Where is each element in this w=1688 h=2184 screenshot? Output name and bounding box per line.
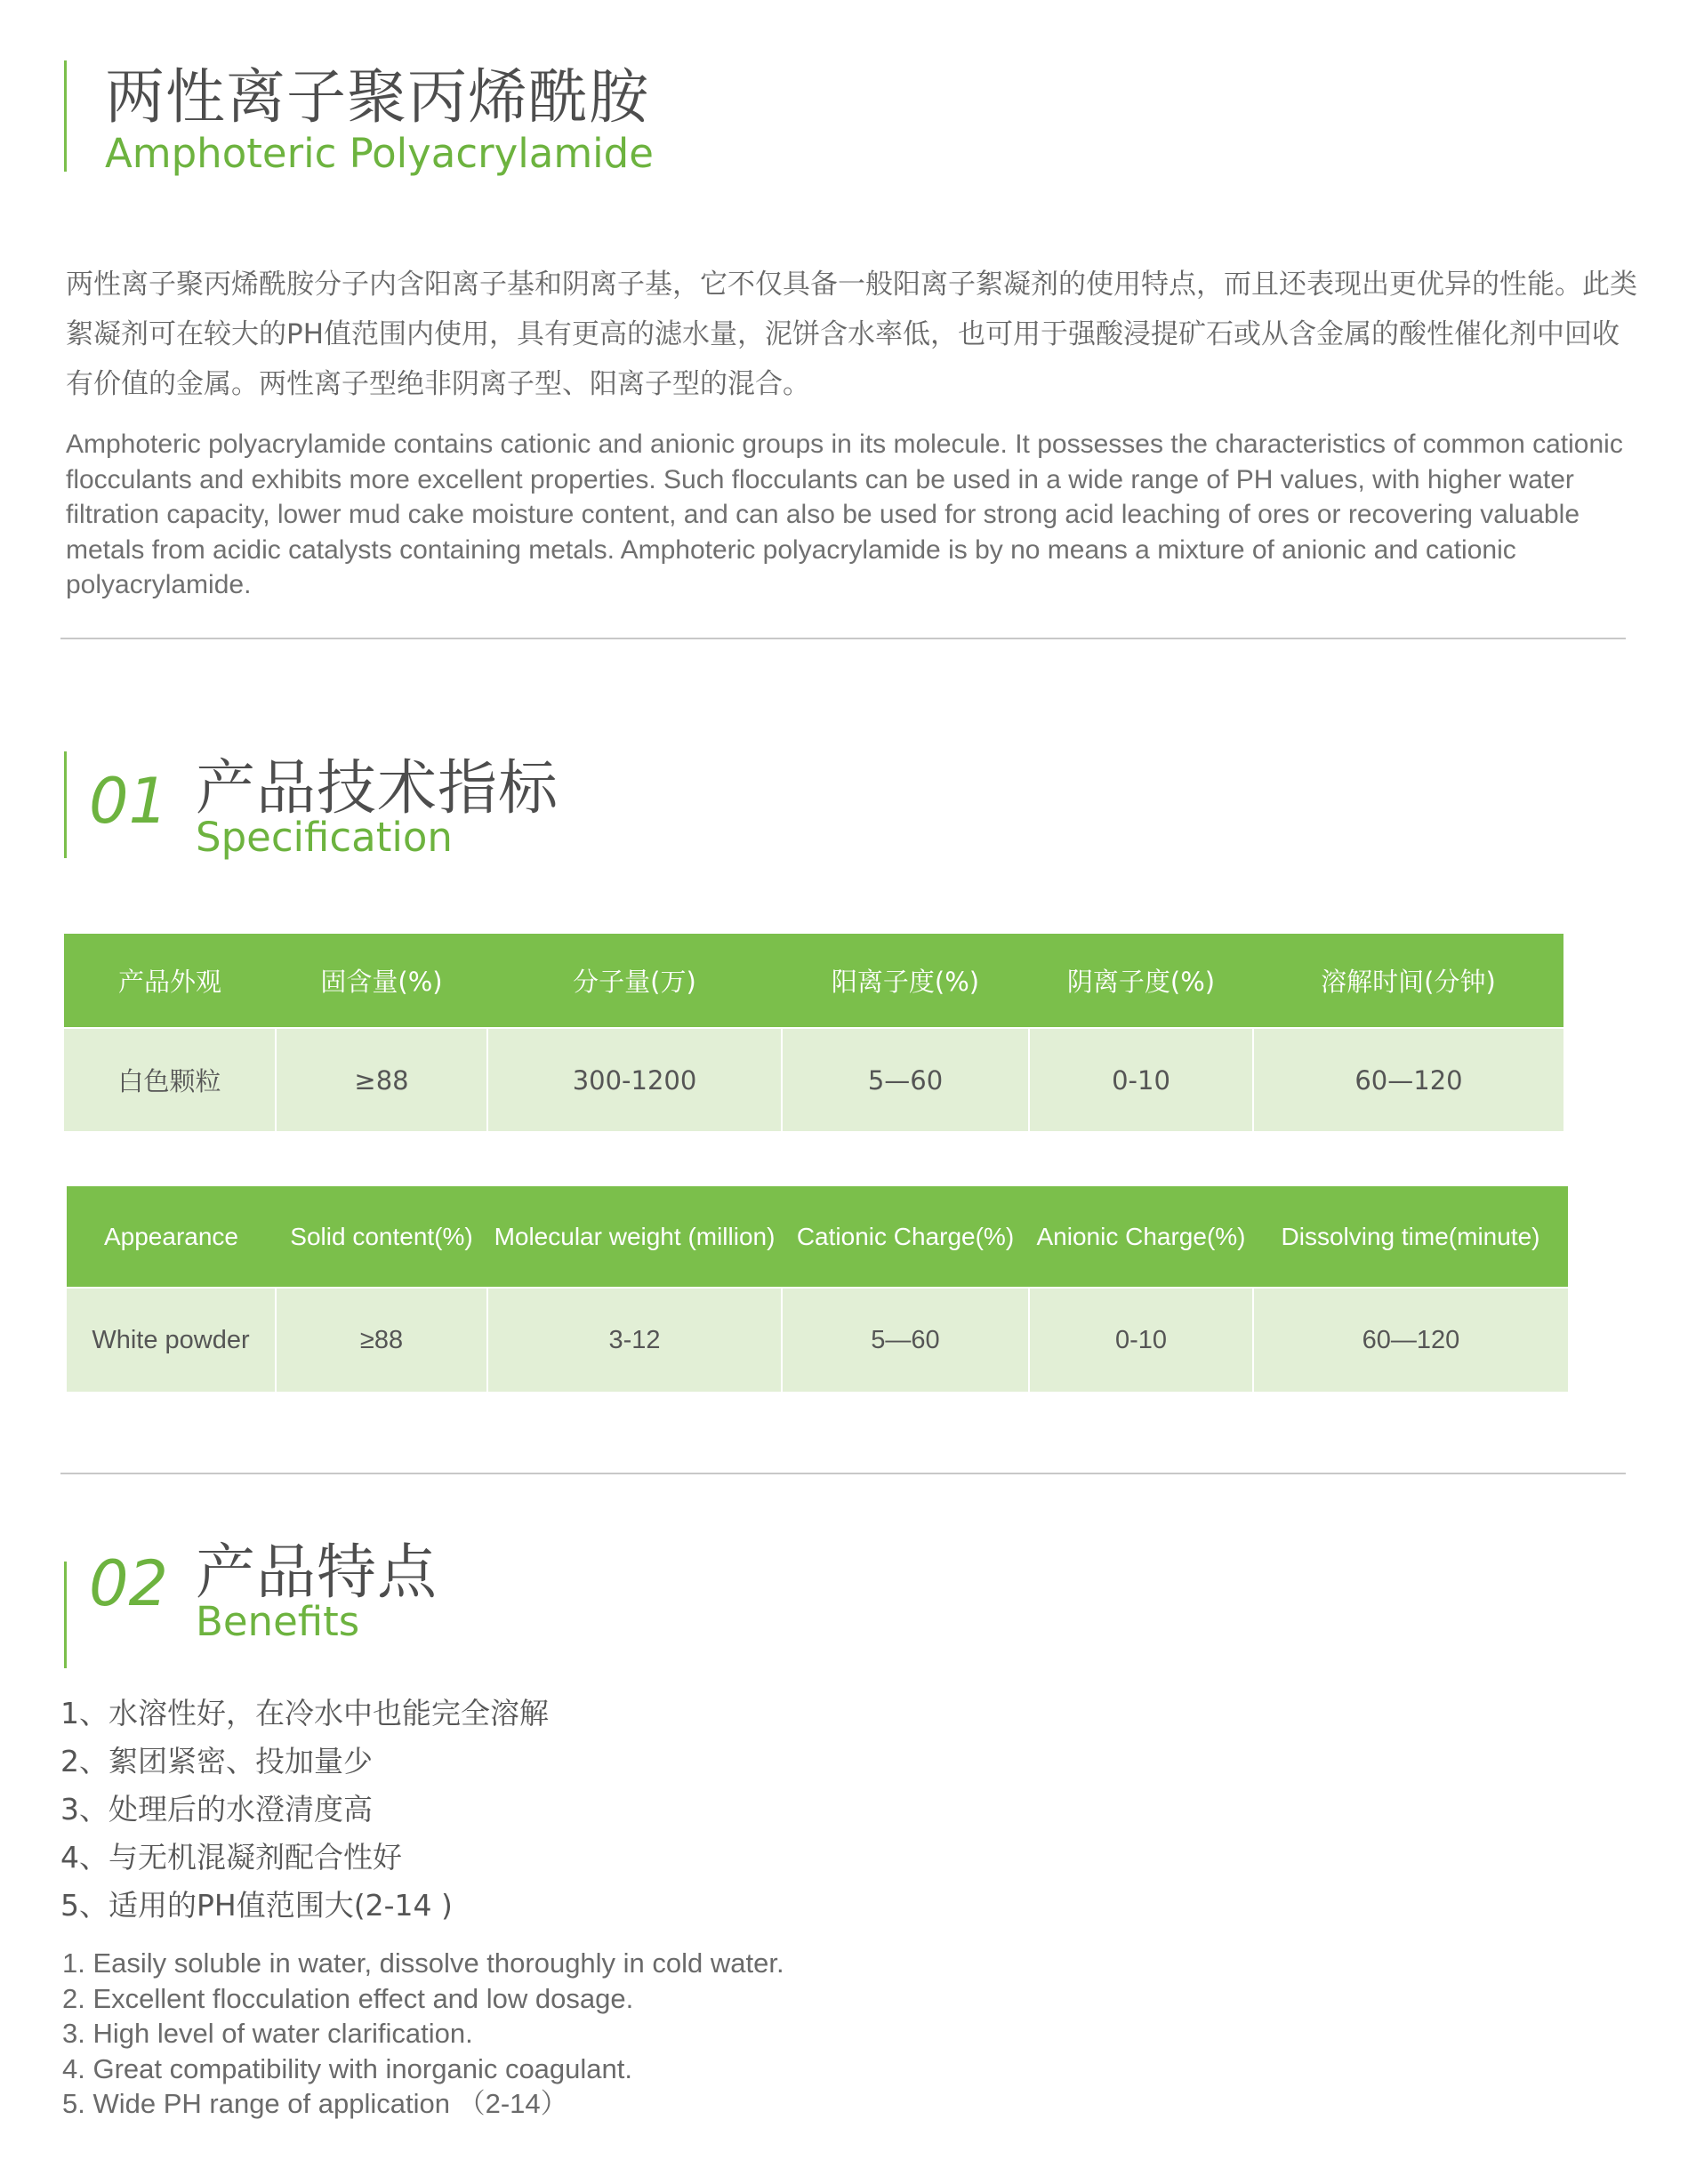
section1-number: 01 [89, 765, 169, 838]
list-item: 2. Excellent flocculation effect and low dosage. [62, 1982, 634, 2014]
section1-accent-bar [64, 751, 67, 858]
divider-1 [60, 638, 1626, 639]
table-cell: ≥88 [276, 1288, 487, 1392]
table-cell: ≥88 [276, 1028, 487, 1131]
section2-title-en: Benefits [196, 1598, 360, 1645]
header-cell: 固含量(%) [276, 934, 487, 1028]
spec-table-cn-header-row [64, 934, 1563, 1028]
list-item: 1、水溶性好，在冷水中也能完全溶解 [60, 1696, 549, 1730]
list-item: 2、絮团紧密、投加量少 [60, 1744, 373, 1779]
section1-title-en: Specification [196, 814, 453, 861]
table-cell: White powder [67, 1288, 276, 1392]
benefits-list-en [62, 1946, 784, 2122]
table-row [64, 1028, 1563, 1131]
table-cell: 白色颗粒 [64, 1028, 276, 1131]
header-cell: 分子量(万) [487, 934, 782, 1028]
table-cell: 60—120 [1253, 1028, 1563, 1131]
page-title-cn: 两性离子聚丙烯酰胺 [105, 62, 649, 132]
header-cell: 产品外观 [64, 934, 276, 1028]
list-item: 5. Wide PH range of application （2-14） [62, 2088, 568, 2119]
table-cell: 60—120 [1253, 1288, 1568, 1392]
table-cell: 3-12 [487, 1288, 782, 1392]
table-row [67, 1288, 1568, 1392]
list-item: 1. Easily soluble in water, dissolve thoroughly in cold water. [62, 1947, 784, 1979]
header-cell: 阳离子度(%) [782, 934, 1029, 1028]
section2-accent-bar [64, 1562, 67, 1668]
table-cell: 5—60 [782, 1288, 1029, 1392]
list-item: 4、与无机混凝剂配合性好 [60, 1840, 402, 1875]
header-cell: Cationic Charge(%) [782, 1186, 1029, 1288]
header-cell: 阴离子度(%) [1029, 934, 1253, 1028]
table-cell: 300-1200 [487, 1028, 782, 1131]
table-cell: 0-10 [1029, 1288, 1253, 1392]
header-accent-bar [64, 60, 67, 172]
page-title-en: Amphoteric Polyacrylamide [105, 130, 654, 177]
list-item: 3、处理后的水澄清度高 [60, 1792, 373, 1827]
section1-title-cn: 产品技术指标 [196, 753, 559, 823]
spec-table-en [67, 1186, 1568, 1392]
header-cell: Molecular weight (million) [487, 1186, 782, 1288]
list-item: 5、适用的PH值范围大(2-14 ) [60, 1888, 453, 1923]
spec-table-en-header-row [67, 1186, 1568, 1288]
header-cell: Appearance [67, 1186, 276, 1288]
list-item: 3. High level of water clarification. [62, 2018, 473, 2049]
header-cell: Dissolving time(minute) [1253, 1186, 1568, 1288]
spec-table-cn [64, 934, 1563, 1131]
header-cell: 溶解时间(分钟) [1253, 934, 1563, 1028]
intro-paragraph-cn: 两性离子聚丙烯酰胺分子内含阳离子基和阴离子基，它不仅具备一般阳离子絮凝剂的使用特点，而且还表现出更优异的性能。此类絮凝剂可在较大的PH值范围内使用，具有更高的滤水量，泥饼含水率低，也可用于强酸浸提矿石或从含金属的酸性催化剂中回收有价值的金属。两性离子型绝非阴离子型、阳离子型的混合。 [66, 269, 1637, 400]
header-cell: Solid content(%) [276, 1186, 487, 1288]
table-cell: 0-10 [1029, 1028, 1253, 1131]
section2-title-cn: 产品特点 [196, 1538, 438, 1607]
section2-number: 02 [89, 1547, 169, 1620]
intro-paragraph-en: Amphoteric polyacrylamide contains cationic and anionic groups in its molecule. It possesses the characteristics of common cationic flocculants and exhibits more excellent properties. Such flocculants can be used in a wide range of PH values, with higher water filtration capacity, lower mud cake moisture content, and can also be used for strong acid leaching of ores or recovering valuable metals from acidic catalysts containing metals. Amphoteric polyacrylamide is by no means a mixture of anionic and cationic polyacrylamide. [66, 430, 1623, 599]
benefits-list-cn [60, 1690, 549, 1930]
list-item: 4. Great compatibility with inorganic coagulant. [62, 2052, 632, 2084]
divider-2 [60, 1473, 1626, 1474]
header-cell: Anionic Charge(%) [1029, 1186, 1253, 1288]
table-cell: 5—60 [782, 1028, 1029, 1131]
